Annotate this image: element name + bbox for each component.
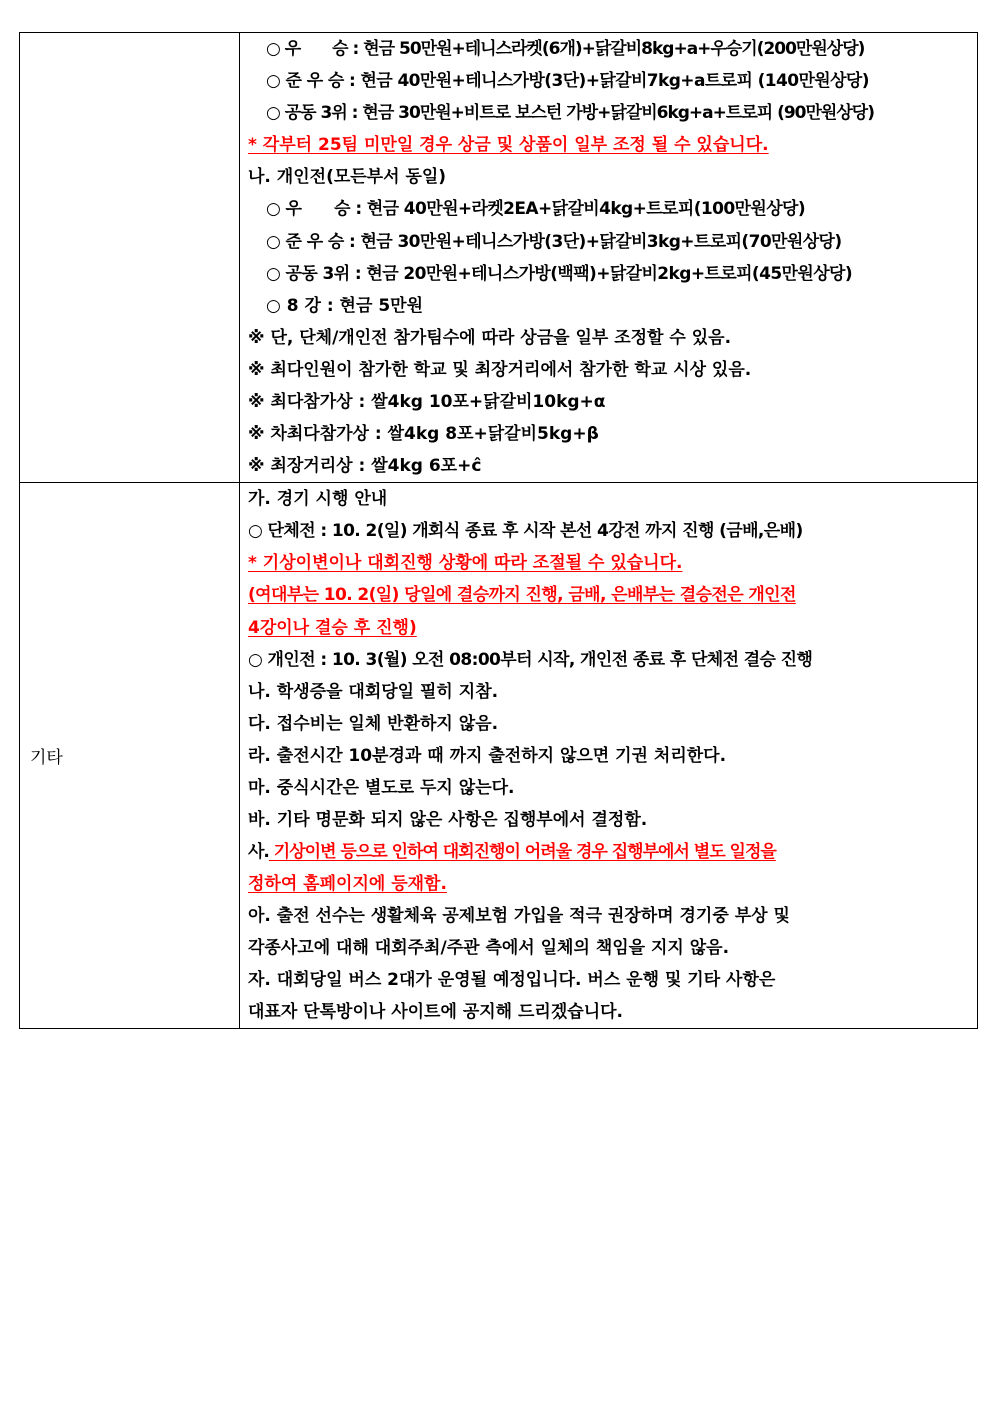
- rule-ja-line2: 대표자 단톡방이나 사이트에 공지해 드리겠습니다.: [248, 1002, 623, 1023]
- rule-ra: 라. 출전시간 10분경과 때 까지 출전하지 않으면 기권 처리한다.: [248, 745, 727, 766]
- rule-ba: 바. 기타 명문화 되지 않은 사항은 집행부에서 결정함.: [248, 809, 648, 830]
- individual-heading: 나. 개인전(모든부서 동일): [248, 167, 447, 188]
- prize-label-cell: [20, 33, 240, 483]
- prize-note-3: ※ 최다참가상 : 쌀4kg 10포+닭갈비10kg+α: [248, 392, 606, 413]
- prize-note-5: ※ 최장거리상 : 쌀4kg 6포+ĉ: [248, 456, 482, 477]
- individual-schedule: ○ 개인전 : 10. 3(월) 오전 08:00부터 시작, 개인전 종료 후 단체전 결승 진행: [248, 649, 813, 670]
- individual-prize-4: ○ 8 강 : 현금 5만원: [266, 295, 423, 316]
- rule-na: 나. 학생증을 대회당일 필히 지참.: [248, 681, 499, 702]
- prize-note-2: ※ 최다인원이 참가한 학교 및 최장거리에서 참가한 학교 시상 있음.: [248, 359, 752, 380]
- women-note-line2: 4강이나 결승 후 진행): [248, 617, 417, 638]
- team-prize-note: * 각부터 25팀 미만일 경우 상금 및 상품이 일부 조정 될 수 있습니다.: [248, 135, 769, 156]
- prize-note-4: ※ 차최다참가상 : 쌀4kg 8포+닭갈비5kg+β: [248, 424, 599, 445]
- other-label: 기타: [20, 483, 240, 1029]
- individual-prize-3: ○ 공동 3위 : 현금 20만원+테니스가방(백팩)+닭갈비2kg+트로피(45만원상당): [266, 263, 853, 284]
- team-prize-1: ○ 우 승 : 현금 50만원+테니스라켓(6개)+닭갈비8kg+a+우승기(200만원상당): [266, 39, 865, 59]
- other-content-cell: [240, 483, 978, 1029]
- rule-a-line1: 아. 출전 선수는 생활체육 공제보험 가입을 적극 권장하며 경기중 부상 및: [248, 905, 790, 926]
- rule-sa-prefix: 사.: [248, 841, 269, 862]
- team-schedule: ○ 단체전 : 10. 2(일) 개회식 종료 후 시작 본선 4강전 까지 진행 (금배,은배): [248, 521, 803, 542]
- rule-ja-line1: 자. 대회당일 버스 2대가 운영될 예정입니다. 버스 운행 및 기타 사항은: [248, 970, 776, 991]
- prize-content-cell: [240, 33, 978, 483]
- other-row: [20, 483, 978, 1029]
- rule-a-line2: 각종사고에 대해 대회주최/주관 측에서 일체의 책임을 지지 않음.: [248, 937, 730, 958]
- rule-da: 다. 접수비는 일체 반환하지 않음.: [248, 713, 499, 734]
- rule-ma: 마. 중식시간은 별도로 두지 않는다.: [248, 777, 515, 798]
- prize-row: [20, 33, 978, 483]
- guide-heading: 가. 경기 시행 안내: [248, 489, 388, 510]
- weather-note: * 기상이변이나 대회진행 상황에 따라 조절될 수 있습니다.: [248, 553, 683, 574]
- rule-sa-line2: 정하여 홈페이지에 등재함.: [248, 873, 447, 894]
- prize-note-1: ※ 단, 단체/개인전 참가팀수에 따라 상금을 일부 조정할 수 있음.: [248, 327, 732, 348]
- rule-sa-line1: 기상이변 등으로 인하여 대회진행이 어려울 경우 집행부에서 별도 일정을: [268, 841, 776, 862]
- individual-prize-2: ○ 준 우 승 : 현금 30만원+테니스가방(3단)+닭갈비3kg+트로피(70만원상당): [266, 231, 842, 252]
- rules-table: [19, 32, 978, 1029]
- women-note-line1: (여대부는 10. 2(일) 당일에 결승까지 진행, 금배, 은배부는 결승전은 개인전: [248, 585, 796, 606]
- team-prize-3: ○ 공동 3위 : 현금 30만원+비트로 보스턴 가방+닭갈비6kg+a+트로피 (90만원상당): [266, 103, 874, 124]
- team-prize-2: ○ 준 우 승 : 현금 40만원+테니스가방(3단)+닭갈비7kg+a트로피 (140만원상당): [266, 71, 869, 92]
- individual-prize-1: ○ 우 승 : 현금 40만원+라켓2EA+닭갈비4kg+트로피(100만원상당): [266, 199, 806, 220]
